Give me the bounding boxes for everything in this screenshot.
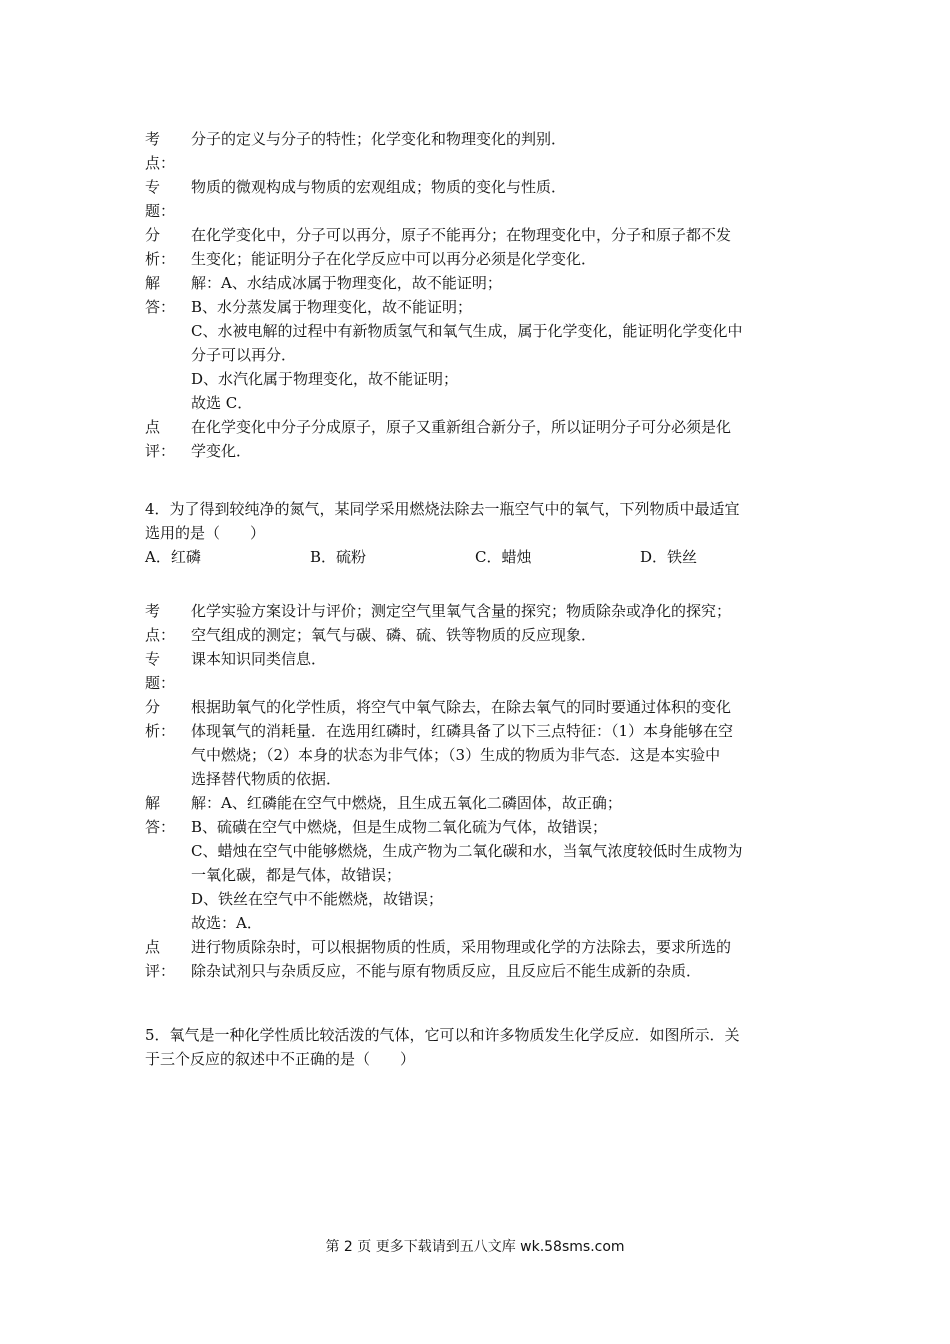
row-text: 课本知识同类信息．	[191, 650, 327, 668]
row-label: 考 点：	[145, 602, 176, 644]
row-label: 解 答：	[145, 794, 176, 836]
question-stem: 选用的是（ ）	[145, 524, 266, 542]
row-label: 分 析：	[145, 226, 176, 268]
page-footer: 第 2 页 更多下载请到五八文库 wk.58sms.com	[325, 1239, 625, 1255]
question-5	[145, 1023, 815, 1071]
analysis-row	[145, 415, 815, 463]
row-label: 分 析：	[145, 698, 176, 740]
question-stem: 5．氧气是一种化学性质比较活泼的气体，它可以和许多物质发生化学反应．如图所示．关	[145, 1026, 740, 1044]
row-text: 解：A、红磷能在空气中燃烧，且生成五氧化二磷固体，故正确； B、硫磺在空气中燃烧，但是生成物二氧化硫为气体，故错误； C、蜡烛在空气中能够燃烧，生成产物为二氧化碳和水，当氧气浓度较低时生成物为 一氧化碳，都是气体，故错误； D、铁丝在空气中不能燃烧，故错误； 故选：A．	[191, 794, 743, 932]
analysis-row	[145, 175, 815, 223]
row-text: 进行物质除杂时，可以根据物质的性质，采用物理或化学的方法除去，要求所选的 除杂试剂只与杂质反应，不能与原有物质反应，且反应后不能生成新的杂质．	[191, 938, 732, 980]
row-label: 专 题：	[145, 178, 176, 220]
analysis-row	[145, 935, 815, 983]
row-text: 根据助氧气的化学性质，将空气中氧气除去，在除去氧气的同时要通过体积的变化 体现氧气的消耗量．在选用红磷时，红磷具备了以下三点特征：（1）本身能够在空 气中燃烧；（2）本身的状态为非气体；（3）生成的物质为非气态．这是本实验中 选择替代物质的依据．	[191, 698, 734, 788]
analysis-row	[145, 223, 815, 271]
analysis-row	[145, 599, 815, 647]
row-label: 解 答：	[145, 274, 176, 316]
analysis-row	[145, 791, 815, 935]
option-c: C．蜡烛	[475, 548, 532, 566]
option-d: D．铁丝	[640, 548, 698, 566]
row-label: 考 点：	[145, 130, 176, 172]
row-label: 点 评：	[145, 938, 176, 980]
q4-analysis	[145, 599, 815, 983]
options	[145, 545, 815, 569]
row-text: 解：A、水结成冰属于物理变化，故不能证明； B、水分蒸发属于物理变化，故不能证明； C、水被电解的过程中有新物质氢气和氧气生成，属于化学变化，能证明化学变化中 分子可以再分． D、水汽化属于物理变化，故不能证明； 故选 C．	[191, 274, 743, 412]
analysis-row	[145, 127, 815, 175]
row-text: 分子的定义与分子的特性；化学变化和物理变化的判别．	[191, 130, 567, 148]
question-stem: 4．为了得到较纯净的氮气，某同学采用燃烧法除去一瓶空气中的氧气，下列物质中最适宜	[145, 500, 740, 518]
question-stem: 于三个反应的叙述中不正确的是（ ）	[145, 1050, 416, 1068]
analysis-row	[145, 647, 815, 695]
analysis-row	[145, 271, 815, 415]
row-text: 化学实验方案设计与评价；测定空气里氧气含量的探究；物质除杂或净化的探究； 空气组成的测定；氧气与碳、磷、硫、铁等物质的反应现象．	[191, 602, 732, 644]
option-b: B．硫粉	[310, 548, 367, 566]
row-label: 点 评：	[145, 418, 176, 460]
row-label: 专 题：	[145, 650, 176, 692]
q3-analysis	[145, 127, 815, 463]
option-a: A．红磷	[145, 548, 201, 566]
row-text: 物质的微观构成与物质的宏观组成；物质的变化与性质．	[191, 178, 567, 196]
analysis-row	[145, 695, 815, 791]
question-4	[145, 497, 815, 569]
row-text: 在化学变化中，分子可以再分，原子不能再分；在物理变化中，分子和原子都不发 生变化；能证明分子在化学反应中可以再分必须是化学变化．	[191, 226, 732, 268]
row-text: 在化学变化中分子分成原子，原子又重新组合新分子，所以证明分子可分必须是化 学变化．	[191, 418, 732, 460]
